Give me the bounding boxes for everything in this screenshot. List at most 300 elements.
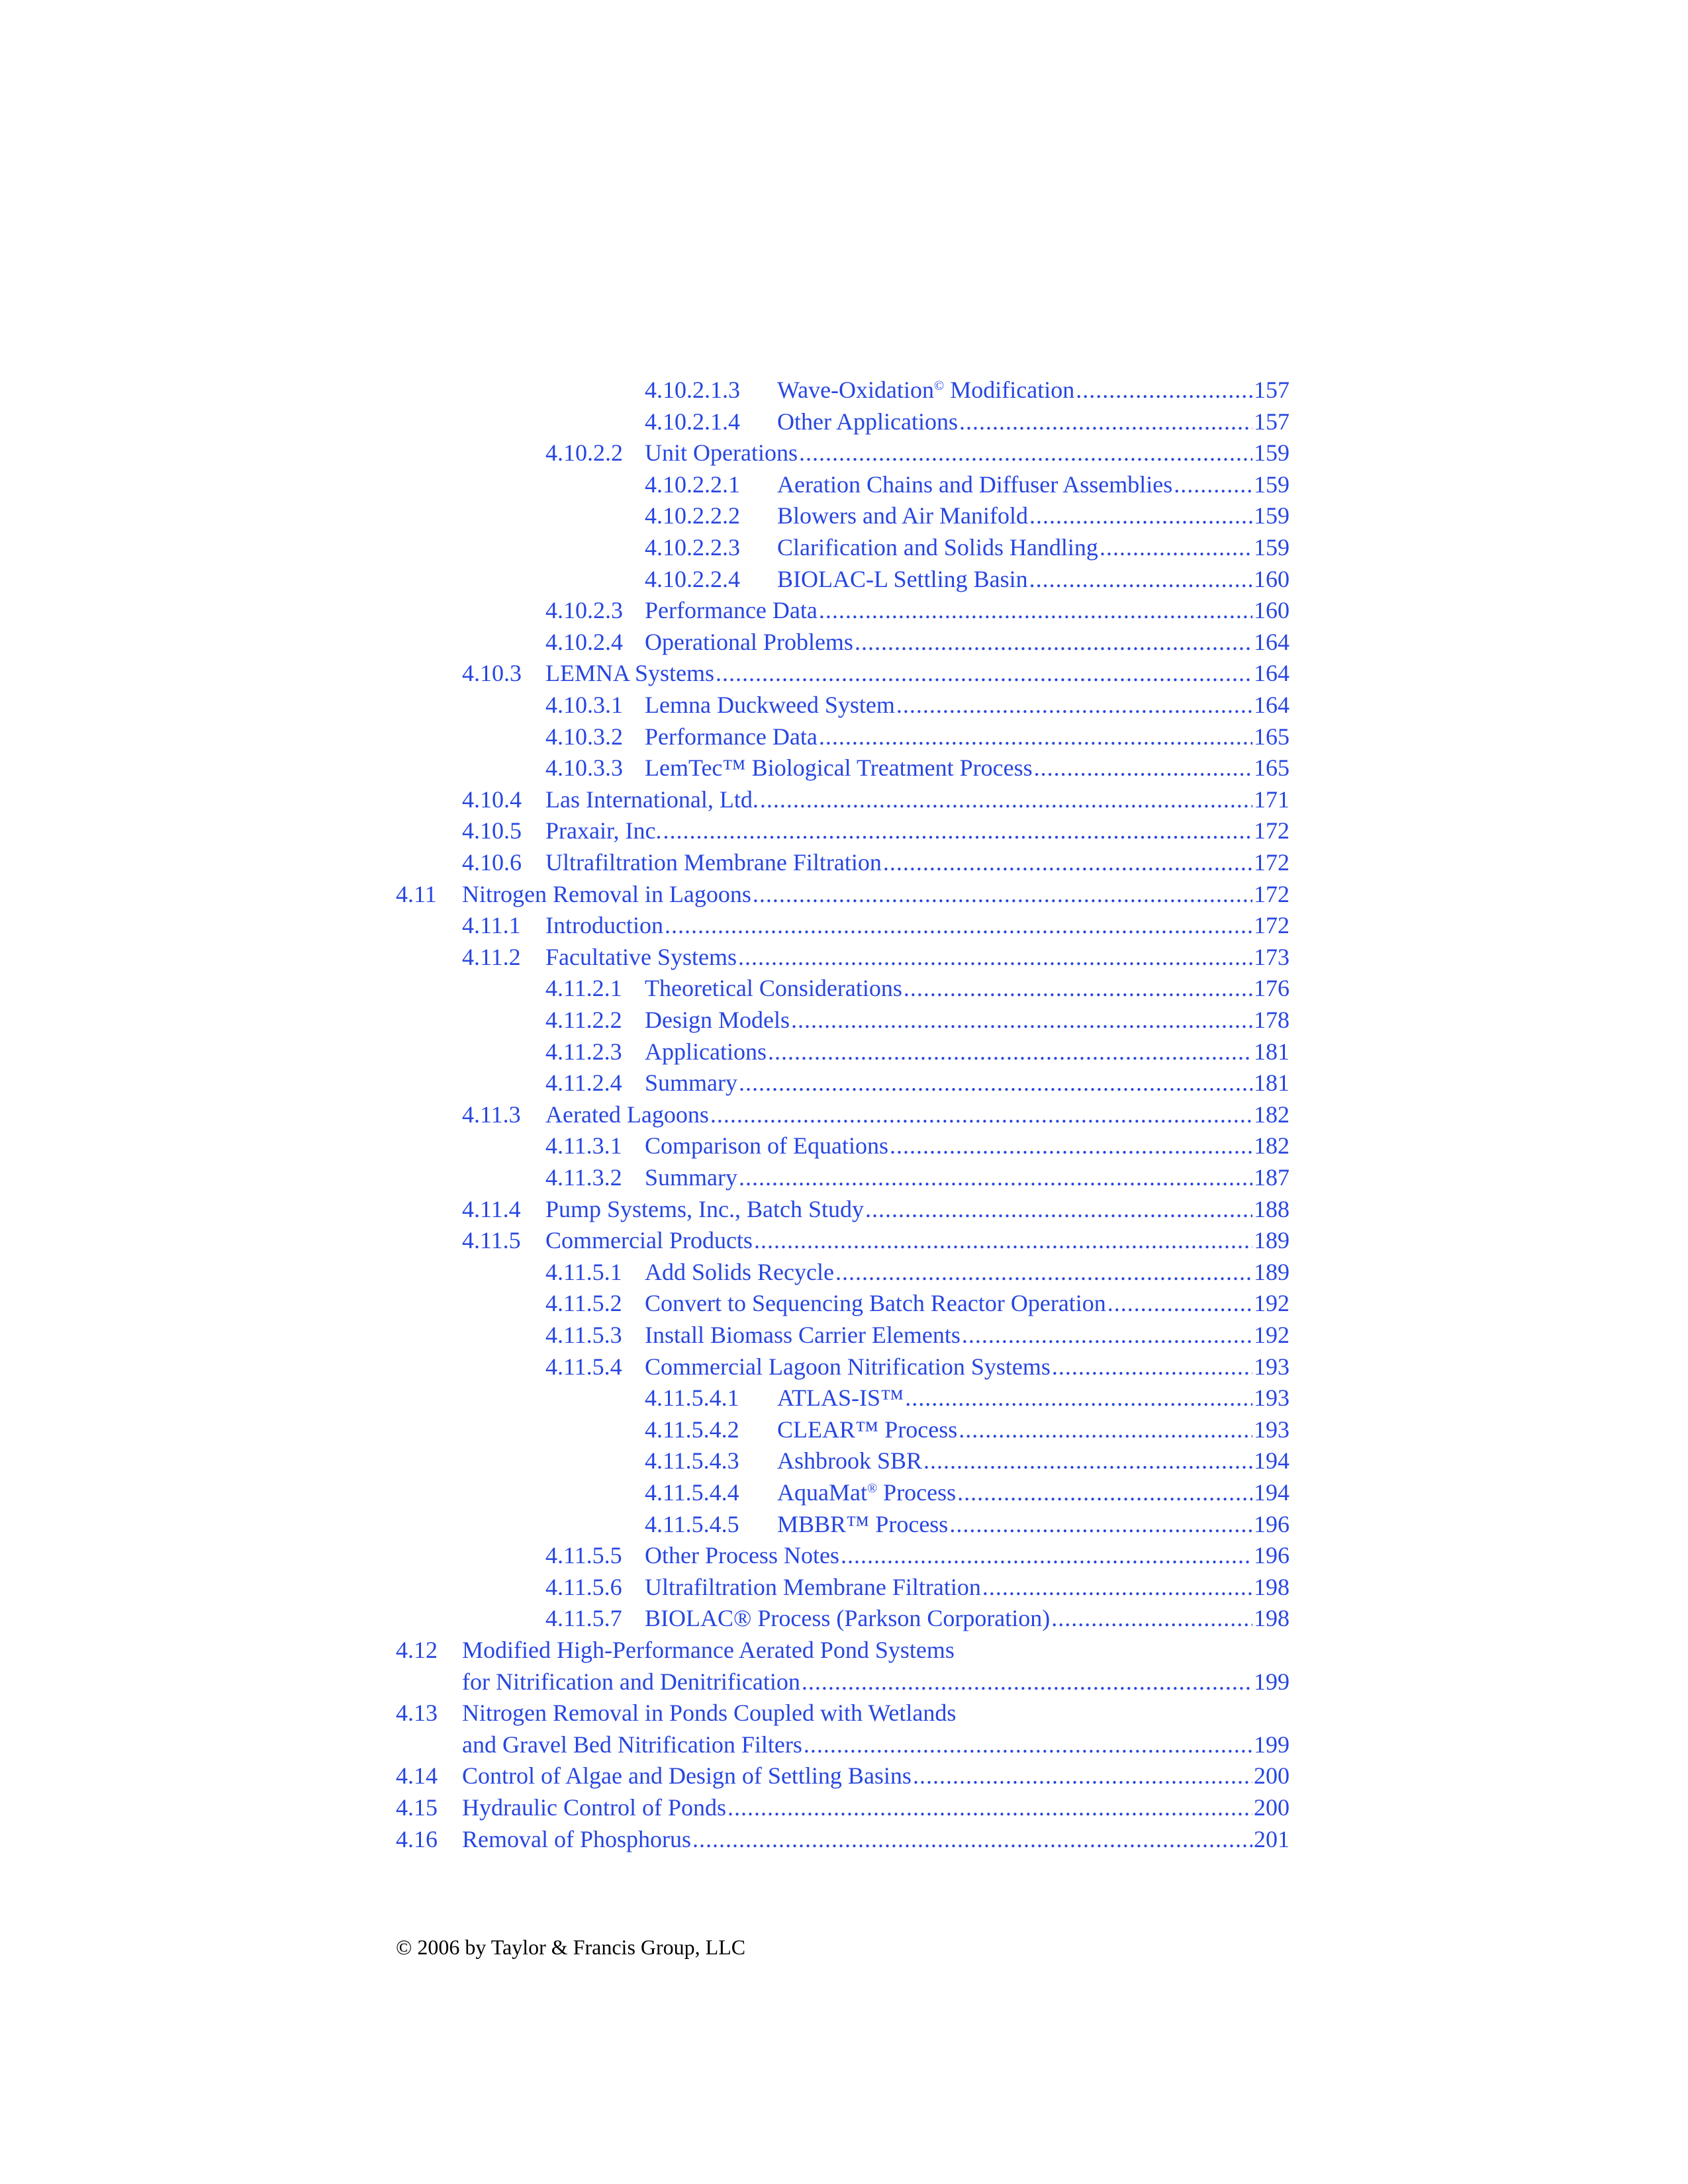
toc-entry-page: 173 <box>1254 943 1289 970</box>
toc-entry-number: 4.14 <box>396 1762 438 1790</box>
toc-entry-title <box>645 689 895 721</box>
toc-entry[interactable] <box>396 1224 1289 1256</box>
toc-entry-title-text: Lemna Duckweed System <box>645 692 895 718</box>
toc-entry[interactable] <box>396 594 1289 626</box>
toc-entry[interactable] <box>396 784 1289 815</box>
dot-leader <box>959 406 1252 437</box>
toc-entry-page: 172 <box>1254 817 1289 844</box>
toc-entry-page: 187 <box>1254 1164 1289 1191</box>
toc-entry-title <box>462 1697 956 1729</box>
toc-entry-page: 196 <box>1254 1542 1289 1569</box>
toc-entry-title-row <box>645 1067 1289 1099</box>
toc-entry-number: 4.11.5 <box>462 1227 521 1254</box>
toc-entry-title <box>777 500 1028 531</box>
toc-entry-title-row <box>645 1539 1289 1571</box>
dot-leader <box>754 1224 1252 1256</box>
toc-entry-title-text: Other Applications <box>777 408 958 435</box>
dot-leader <box>663 815 1252 846</box>
toc-entry-title-text: Theoretical Considerations <box>645 975 902 1002</box>
toc-entry[interactable] <box>396 815 1289 846</box>
toc-entry-title-row <box>777 531 1289 563</box>
toc-entry-title-row <box>645 1004 1289 1036</box>
toc-entry-page: 181 <box>1254 1038 1289 1065</box>
toc-entry-page: 176 <box>1254 975 1289 1002</box>
toc-entry[interactable] <box>396 1130 1289 1161</box>
toc-entry-title <box>777 1508 948 1540</box>
toc-entry-title-text: Las International, Ltd. <box>545 786 759 813</box>
toc-entry-page: 172 <box>1254 880 1289 907</box>
toc-entry-title-text: Nitrogen Removal in Lagoons <box>462 880 751 907</box>
toc-entry-title <box>777 1382 904 1414</box>
toc-entry-title <box>645 1539 839 1571</box>
toc-entry-title <box>777 469 1172 500</box>
trademark-symbol: © <box>934 379 945 393</box>
toc-entry-page: 181 <box>1254 1069 1289 1097</box>
dot-leader <box>923 1445 1252 1477</box>
toc-entry-page: 157 <box>1254 377 1289 403</box>
toc-entry-title-row <box>462 1697 1289 1729</box>
toc-entry-number: 4.11.3 <box>462 1101 521 1128</box>
toc-entry-title <box>462 1760 912 1792</box>
toc-entry-page: 189 <box>1254 1227 1289 1254</box>
toc-entry-number: 4.10.2.1.4 <box>645 408 740 435</box>
toc-entry-title-text: Summary <box>645 1164 737 1191</box>
toc-entry[interactable] <box>396 437 1289 469</box>
toc-entry-continuation[interactable] <box>396 1729 1289 1760</box>
toc-entry-title-rest: Process <box>877 1479 957 1506</box>
toc-entry-title-row <box>645 1130 1289 1161</box>
toc-entry-title <box>777 406 958 437</box>
toc-entry-title <box>645 626 853 658</box>
toc-entry-number: 4.11.5.6 <box>545 1573 622 1600</box>
toc-entry-title-text: CLEAR™ Process <box>777 1416 958 1443</box>
toc-entry-number: 4.11.5.4.2 <box>645 1416 739 1443</box>
toc-entry-page: 193 <box>1254 1385 1289 1412</box>
toc-entry-title-row <box>645 1351 1289 1383</box>
toc-entry-title <box>645 1067 737 1099</box>
toc-entry-title <box>645 1256 834 1288</box>
dot-leader <box>710 1099 1252 1130</box>
toc-entry-page: 182 <box>1254 1132 1289 1160</box>
toc-entry[interactable] <box>396 563 1289 595</box>
toc-entry-page: 198 <box>1254 1605 1289 1632</box>
toc-entry-title-row <box>545 909 1289 941</box>
toc-entry-title-row <box>777 1508 1289 1540</box>
toc-entry-number: 4.10.3.1 <box>545 692 623 718</box>
toc-entry-title-row <box>777 1445 1289 1477</box>
toc-entry-number: 4.11.5.7 <box>545 1605 622 1632</box>
toc-entry-number: 4.15 <box>396 1794 438 1821</box>
dot-leader <box>913 1760 1252 1792</box>
toc-entry-title-row <box>645 626 1289 658</box>
toc-entry-continuation[interactable] <box>396 1666 1289 1698</box>
toc-entry-title-text: Other Process Notes <box>645 1542 839 1569</box>
toc-entry[interactable] <box>396 500 1289 531</box>
toc-entry-title-row <box>645 721 1289 752</box>
toc-entry-page: 165 <box>1254 723 1289 750</box>
toc-entry-title-row <box>462 1760 1289 1792</box>
toc-entry[interactable] <box>396 1256 1289 1288</box>
toc-entry-page: 196 <box>1254 1510 1289 1537</box>
toc-entry-title <box>462 1792 726 1823</box>
toc-entry-number: 4.10.3 <box>462 660 522 687</box>
dot-leader <box>768 1036 1252 1068</box>
toc-entry[interactable] <box>396 1414 1289 1445</box>
dot-leader <box>739 1161 1252 1193</box>
dot-leader <box>905 1382 1252 1414</box>
dot-leader <box>1052 1351 1252 1383</box>
toc-entry-number: 4.11.5.5 <box>545 1542 622 1569</box>
toc-entry[interactable] <box>396 1445 1289 1477</box>
dot-leader <box>739 1067 1252 1099</box>
toc-entry-number: 4.10.5 <box>462 817 522 844</box>
toc-entry-number: 4.11 <box>396 880 437 907</box>
toc-entry[interactable] <box>396 1036 1289 1068</box>
toc-entry-title-row <box>645 1287 1289 1319</box>
toc-entry-title <box>777 1414 957 1445</box>
toc-entry-title-text: Ashbrook SBR <box>777 1447 923 1475</box>
toc-entry-page: 160 <box>1254 597 1289 624</box>
toc-entry-page: 159 <box>1254 471 1289 498</box>
toc-entry[interactable] <box>396 1287 1289 1319</box>
toc-entry-title <box>645 1036 767 1068</box>
toc-entry-title-text: Ultrafiltration Membrane Filtration <box>545 849 882 876</box>
toc-entry-title-rest: Modification <box>944 377 1075 403</box>
toc-entry-title-row <box>645 1256 1289 1288</box>
toc-entry-title-row <box>777 500 1289 531</box>
toc-entry-number: 4.10.2.2.1 <box>645 471 740 498</box>
toc-entry[interactable] <box>396 1319 1289 1351</box>
dot-leader <box>1107 1287 1252 1319</box>
toc-entry-number: 4.11.5.2 <box>545 1290 622 1317</box>
toc-entry-title-row <box>545 1193 1289 1225</box>
toc-entry-title-text: Design Models <box>645 1007 790 1033</box>
toc-entry-title <box>462 1634 955 1666</box>
dot-leader <box>802 1666 1252 1698</box>
toc-entry-page: 178 <box>1254 1007 1289 1033</box>
toc-entry-page: 189 <box>1254 1258 1289 1285</box>
toc-entry-title <box>545 784 759 815</box>
toc-entry-title-text: Modified High-Performance Aerated Pond Systems <box>462 1637 955 1663</box>
toc-entry-title-row <box>545 941 1289 973</box>
toc-entry-title-row <box>645 1571 1289 1603</box>
dot-leader <box>957 1477 1252 1508</box>
toc-entry-title-row <box>777 406 1289 437</box>
toc-entry-number: 4.10.2.3 <box>545 597 623 624</box>
toc-entry-title-text: ATLAS-IS™ <box>777 1385 904 1412</box>
toc-entry-title-row <box>545 815 1289 846</box>
toc-entry-page: 188 <box>1254 1195 1289 1222</box>
toc-entry-title-text: Ultrafiltration Membrane Filtration <box>645 1573 981 1600</box>
dot-leader <box>738 941 1252 973</box>
toc-entry-title <box>645 594 818 626</box>
toc-entry-page: 159 <box>1254 439 1289 467</box>
toc-entry[interactable] <box>396 878 1289 910</box>
toc-entry-title-row <box>645 752 1289 784</box>
toc-entry-title <box>777 374 1074 406</box>
toc-entry-page: 193 <box>1254 1416 1289 1443</box>
toc-entry-number: 4.10.3.3 <box>545 754 623 782</box>
dot-leader <box>760 784 1252 815</box>
toc-entry-title-text: Commercial Lagoon Nitrification Systems <box>645 1353 1051 1380</box>
toc-entry-page: 192 <box>1254 1322 1289 1348</box>
toc-entry-page: 172 <box>1254 849 1289 876</box>
toc-entry-title-row <box>545 846 1289 878</box>
toc-entry-title <box>545 1224 753 1256</box>
toc-entry-title-text: Summary <box>645 1069 737 1097</box>
toc-entry-title-text: Clarification and Solids Handling <box>777 534 1098 561</box>
toc-entry-title-row <box>777 1382 1289 1414</box>
toc-entry-number: 4.11.2 <box>462 943 521 970</box>
toc-entry[interactable] <box>396 1477 1289 1508</box>
toc-entry-title-row <box>645 437 1289 469</box>
toc-entry-title-text: Applications <box>645 1038 767 1065</box>
toc-entry-number: 4.11.5.4.4 <box>645 1479 739 1506</box>
toc-entry-title <box>645 721 818 752</box>
toc-entry-number: 4.11.5.4.3 <box>645 1447 739 1475</box>
toc-entry-page: 198 <box>1254 1573 1289 1600</box>
dot-leader <box>799 437 1252 469</box>
toc-entry-title <box>545 815 661 846</box>
toc-entry-title <box>545 909 663 941</box>
toc-entry[interactable] <box>396 1351 1289 1383</box>
toc-entry-title-row <box>462 878 1289 910</box>
toc-entry-title-text: Operational Problems <box>645 628 853 655</box>
toc-entry-number: 4.13 <box>396 1700 438 1727</box>
toc-entry-title <box>545 657 714 689</box>
toc-entry-page: 172 <box>1254 912 1289 939</box>
toc-entry-title-row <box>777 1414 1289 1445</box>
toc-entry[interactable] <box>396 1602 1289 1634</box>
toc-entry-title-row <box>545 1099 1289 1130</box>
dot-leader <box>841 1539 1252 1571</box>
toc-entry-number: 4.10.2.2.4 <box>645 565 740 592</box>
dot-leader <box>982 1571 1252 1603</box>
dot-leader <box>1029 563 1252 595</box>
dot-leader <box>665 909 1252 941</box>
toc-entry-title <box>645 1571 981 1603</box>
dot-leader <box>716 657 1252 689</box>
dot-leader <box>1034 752 1252 784</box>
toc-entry-title-continuation: and Gravel Bed Nitrification Filters <box>462 1731 802 1758</box>
toc-entry-page: 164 <box>1254 692 1289 718</box>
dot-leader <box>692 1823 1252 1855</box>
dot-leader <box>727 1792 1252 1823</box>
toc-entry-title-continuation: for Nitrification and Denitrification <box>462 1668 800 1695</box>
toc-entry[interactable] <box>396 972 1289 1004</box>
toc-entry-title-row <box>545 657 1289 689</box>
toc-entry[interactable] <box>396 1099 1289 1130</box>
toc-entry-title-text: Nitrogen Removal in Ponds Coupled with Wetlands <box>462 1700 957 1727</box>
toc-entry[interactable] <box>396 1792 1289 1823</box>
toc-entry[interactable] <box>396 1508 1289 1540</box>
toc-entry[interactable] <box>396 752 1289 784</box>
toc-entry-title <box>645 1351 1051 1383</box>
toc-entry-title-text: Unit Operations <box>645 439 798 467</box>
dot-leader <box>1076 374 1252 406</box>
toc-entry-title <box>462 878 751 910</box>
toc-entry-number: 4.10.2.1.3 <box>645 377 740 403</box>
toc-entry-title <box>545 941 737 973</box>
toc-entry-title-row <box>545 784 1289 815</box>
toc-entry-title-row <box>545 1224 1289 1256</box>
toc-entry-title-text: Wave-Oxidation <box>777 377 935 403</box>
toc-entry-number: 4.10.3.2 <box>545 723 623 750</box>
toc-entry-title <box>645 752 1033 784</box>
toc-entry-number: 4.11.2.4 <box>545 1069 622 1097</box>
toc-entry-title-text: Blowers and Air Manifold <box>777 502 1028 529</box>
trademark-symbol: ® <box>867 1481 878 1496</box>
toc-entry[interactable] <box>396 721 1289 752</box>
dot-leader <box>1051 1602 1252 1634</box>
copyright-footer: © 2006 by Taylor & Francis Group, LLC <box>396 1935 746 1959</box>
toc-entry[interactable] <box>396 941 1289 973</box>
dot-leader <box>865 1193 1252 1225</box>
toc-entry-title-text: Convert to Sequencing Batch Reactor Operation <box>645 1290 1106 1317</box>
dot-leader <box>949 1508 1252 1540</box>
toc-entry-title-text: Facultative Systems <box>545 943 737 970</box>
toc-entry[interactable] <box>396 1571 1289 1603</box>
toc-entry-title-row <box>645 594 1289 626</box>
toc-entry-number: 4.11.2.3 <box>545 1038 622 1065</box>
toc-entry-number: 4.11.5.4.5 <box>645 1510 739 1537</box>
dot-leader <box>1100 531 1252 563</box>
toc-entry-title-row <box>777 469 1289 500</box>
dot-leader <box>1174 469 1252 500</box>
toc-entry-title-text: Install Biomass Carrier Elements <box>645 1322 961 1348</box>
toc-entry-title-text: Introduction <box>545 912 663 939</box>
toc-entry-number: 4.10.2.2.2 <box>645 502 740 529</box>
toc-entry-title <box>645 1004 790 1036</box>
toc-entry-number: 4.12 <box>396 1637 438 1663</box>
toc-entry[interactable] <box>396 1067 1289 1099</box>
toc-entry-title-text: MBBR™ Process <box>777 1510 949 1537</box>
toc-entry-number: 4.10.6 <box>462 849 522 876</box>
toc-entry[interactable] <box>396 1193 1289 1225</box>
toc-entry-page: 199 <box>1254 1668 1289 1695</box>
toc-entry-page: 200 <box>1254 1762 1289 1790</box>
toc-entry-number: 4.16 <box>396 1825 438 1852</box>
toc-entry[interactable] <box>396 1697 1289 1729</box>
dot-leader <box>819 594 1252 626</box>
toc-entry[interactable] <box>396 846 1289 878</box>
toc-entry-title-row <box>645 1036 1289 1068</box>
toc-entry-page: 171 <box>1254 786 1289 813</box>
toc-entry-number: 4.10.2.2.3 <box>645 534 740 561</box>
toc-entry-title-text: AquaMat <box>777 1479 867 1506</box>
dot-leader <box>804 1729 1252 1760</box>
toc-entry-title-row <box>462 1729 1289 1760</box>
toc-entry-number: 4.11.2.2 <box>545 1007 622 1033</box>
toc-entry-title <box>462 1823 691 1855</box>
dot-leader <box>959 1414 1252 1445</box>
dot-leader <box>962 1319 1252 1351</box>
toc-entry-title-text: Comparison of Equations <box>645 1132 888 1160</box>
toc-entry-page: 160 <box>1254 565 1289 592</box>
toc-entry-title <box>545 1099 709 1130</box>
toc-entry-title-text: Performance Data <box>645 597 818 624</box>
dot-leader <box>753 878 1252 910</box>
toc-entry-number: 4.11.4 <box>462 1195 521 1222</box>
toc-entry[interactable] <box>396 469 1289 500</box>
toc-entry[interactable] <box>396 1760 1289 1792</box>
toc-entry[interactable] <box>396 1161 1289 1193</box>
toc-entry-page: 164 <box>1254 628 1289 655</box>
toc-entry-number: 4.11.5.4.1 <box>645 1385 739 1412</box>
toc-entry-title-text: Hydraulic Control of Ponds <box>462 1794 726 1821</box>
toc-entry-number: 4.11.5.4 <box>545 1353 622 1380</box>
dot-leader <box>855 626 1252 658</box>
toc-entry-number: 4.11.5.3 <box>545 1322 622 1348</box>
dot-leader <box>896 689 1252 721</box>
toc-entry-title-text: Aeration Chains and Diffuser Assemblies <box>777 471 1173 498</box>
toc-entry[interactable] <box>396 909 1289 941</box>
toc-entry[interactable] <box>396 626 1289 658</box>
toc-entry-title-text: Control of Algae and Design of Settling Basins <box>462 1762 912 1790</box>
toc-entry[interactable] <box>396 689 1289 721</box>
toc-entry-title-row <box>462 1634 1289 1666</box>
toc-entry-page: 165 <box>1254 754 1289 782</box>
toc-entry[interactable] <box>396 374 1289 406</box>
toc-entry[interactable] <box>396 657 1289 689</box>
toc-entry-number: 4.10.2.2 <box>545 439 623 467</box>
toc-entry-title-text: Add Solids Recycle <box>645 1258 834 1285</box>
toc-entry[interactable] <box>396 406 1289 437</box>
toc-entry-page: 159 <box>1254 502 1289 529</box>
toc-entry-title-row <box>462 1792 1289 1823</box>
toc-entry-number: 4.11.3.2 <box>545 1164 622 1191</box>
toc-entry-title <box>545 1193 864 1225</box>
toc-entry-title-row <box>462 1823 1289 1855</box>
toc-entry-title-row <box>645 689 1289 721</box>
toc-entry[interactable] <box>396 1382 1289 1414</box>
toc-entry-page: 192 <box>1254 1290 1289 1317</box>
toc-entry-title <box>777 1477 956 1508</box>
toc-entry-title-row <box>645 972 1289 1004</box>
toc-entry-title <box>777 563 1028 595</box>
toc-entry-page: 164 <box>1254 660 1289 687</box>
toc-entry-title-text: Aerated Lagoons <box>545 1101 709 1128</box>
toc-entry-title <box>645 1130 888 1161</box>
toc-entry[interactable] <box>396 1539 1289 1571</box>
toc-entry-number: 4.11.3.1 <box>545 1132 622 1160</box>
toc-entry-page: 182 <box>1254 1101 1289 1128</box>
toc-entry-number: 4.11.1 <box>462 912 521 939</box>
toc-entry-title-row <box>645 1319 1289 1351</box>
toc-entry-number: 4.10.4 <box>462 786 522 813</box>
toc-entry-page: 199 <box>1254 1731 1289 1758</box>
toc-entry-title-row <box>462 1666 1289 1698</box>
dot-leader <box>791 1004 1252 1036</box>
toc-entry-title <box>645 972 902 1004</box>
toc-entry-title-text: BIOLAC-L Settling Basin <box>777 565 1028 592</box>
dot-leader <box>835 1256 1252 1288</box>
toc-entry[interactable] <box>396 1823 1289 1855</box>
toc-entry-title <box>645 437 798 469</box>
dot-leader <box>819 721 1252 752</box>
toc-entry-title-text: LEMNA Systems <box>545 660 715 687</box>
toc-entry[interactable] <box>396 531 1289 563</box>
toc-entry-title-row <box>777 1477 1289 1508</box>
toc-entry-title <box>545 846 882 878</box>
toc-entry-title <box>645 1319 961 1351</box>
toc-entry-number: 4.11.2.1 <box>545 975 622 1002</box>
toc-entry-page: 194 <box>1254 1447 1289 1475</box>
toc-entry[interactable] <box>396 1634 1289 1666</box>
toc-entry[interactable] <box>396 1004 1289 1036</box>
toc-entry-number: 4.10.2.4 <box>545 628 623 655</box>
toc-entry-page: 193 <box>1254 1353 1289 1380</box>
